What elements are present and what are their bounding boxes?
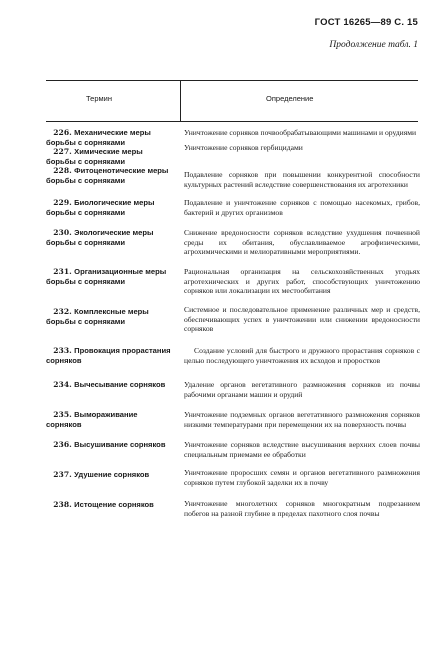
definition-cell: Подавление сорняков при повышении конкурентной способности культурных растений вследствие совершенствования их агротехники [184,170,420,189]
term-cell [46,346,174,365]
term-number: 232. [53,307,72,316]
definition-cell: Рациональная организация на сельскохозяйственных угодьях агротехнических и других работ, способствующих уничтожению сорняков или локализации их местообитания [184,267,420,296]
term-cell [46,500,174,510]
term-text: Фитоценотические меры борьбы с сорняками [46,166,169,185]
term-number: 237. [53,470,72,479]
term-cell [46,410,174,429]
term-text: Комплексные меры борьбы с сорняками [46,307,149,326]
term-number: 233. [53,346,72,355]
term-number: 228. [53,166,72,175]
definition-cell: Удаление органов вегетативного размножения сорняков из почвы рабочими органами машин и орудий [184,380,420,399]
term-number: 238. [53,500,72,509]
term-text: Химические меры борьбы с сорняками [46,147,143,166]
definition-cell: Создание условий для быстрого и дружного прорастания сорняков с целью последующего уничтожения их всходов и проростков [184,346,420,365]
term-number: 231. [53,267,72,276]
term-number: 235. [53,410,72,419]
term-text: Вымораживание сорняков [46,410,138,429]
term-number: 230. [53,228,72,237]
definition-cell: Уничтожение сорняков вследствие высушивания верхних слоев почвы специальным приемами ее обработки [184,440,420,459]
column-header-definition: Определение [266,94,314,103]
term-number: 227. [53,147,72,156]
table-top-rule [46,80,418,81]
definition-cell: Системное и последовательное применение различных мер и средств, обеспечивающих успех в уничтожении или снижении вредоносности сорняков [184,305,420,334]
term-number: 226. [53,128,72,137]
definition-cell: Уничтожение подземных органов вегетативного размножения сорняков низкими температурами при перемещении их на поверхность почвы [184,410,420,429]
definition-cell: Уничтожение сорняков гербицидами [184,143,303,152]
table-continuation-label: Продолжение табл. 1 [329,40,418,50]
page-header: ГОСТ 16265—89 С. 15 [314,17,418,28]
term-cell [46,128,174,147]
term-number: 229. [53,198,72,207]
term-text: Высушивание сорняков [74,440,166,449]
term-text: Механические меры борьбы с сорняками [46,128,151,147]
definition-cell: Уничтожение проросших семян и органов вегетативного размножения сорняков путем глубокой заделки их в почву [184,468,420,487]
column-header-term: Термин [86,94,112,103]
term-text: Истощение сорняков [74,500,154,509]
term-cell [46,470,174,480]
term-cell [46,228,174,247]
definition-cell: Уничтожение многолетних сорняков многократным подрезанием побегов на разной глубине в пределах пахотного слоя почвы [184,499,420,518]
column-divider [180,80,181,121]
definition-cell: Снижение вредоносности сорняков вследствие ухудшения почвенной среды их обитания, обуславливаемое агрофизическими, агрохимическими и мелиоративными мероприятиями. [184,228,420,257]
term-cell [46,440,174,450]
term-text: Провокация прорастания сорняков [46,346,171,365]
definition-cell: Уничтожение сорняков почвообрабатывающими машинами и орудиями [184,128,417,137]
term-text: Вычесывание сорняков [74,380,166,389]
definition-cell: Подавление и уничтожение сорняков с помощью насекомых, грибов, бактерий и других организмов [184,198,420,217]
term-text: Биологические меры борьбы с сорняками [46,198,155,217]
term-text: Удушение сорняков [74,470,150,479]
term-text: Организационные меры борьбы с сорняками [46,267,167,286]
term-cell [46,147,174,166]
header-bottom-rule [46,121,418,122]
term-number: 236. [53,440,72,449]
term-cell [46,267,174,286]
term-cell [46,380,174,390]
term-cell [46,307,174,326]
term-cell [46,198,174,217]
term-cell [46,166,174,185]
term-text: Экологические меры борьбы с сорняками [46,228,154,247]
term-number: 234. [53,380,72,389]
